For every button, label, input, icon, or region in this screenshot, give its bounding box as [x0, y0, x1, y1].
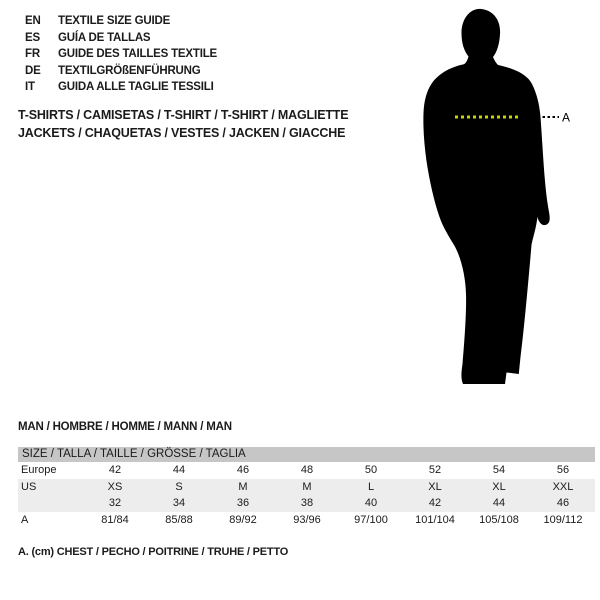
language-label: TEXTILGRÖßENFÜHRUNG: [58, 64, 201, 77]
table-cell: 44: [172, 464, 186, 476]
table-cell: 105/108: [479, 513, 519, 526]
table-cell: XS: [107, 480, 123, 493]
language-label: GUÍA DE TALLAS: [58, 31, 151, 44]
table-cell: 52: [428, 464, 442, 476]
table-cell: 40: [364, 497, 378, 509]
language-list: [25, 13, 217, 96]
language-code: DE: [25, 64, 41, 77]
table-row-europe: [18, 462, 595, 479]
language-row: [25, 63, 217, 80]
table-row-numeric: [18, 495, 595, 512]
table-cell: XL: [428, 480, 442, 493]
table-row-chest-cm: [18, 512, 595, 529]
size-table: [18, 447, 595, 528]
table-cell: 89/92: [229, 513, 257, 526]
table-cell: 48: [300, 464, 314, 476]
table-cell: 32: [108, 497, 122, 509]
table-cell: 93/96: [293, 513, 321, 526]
language-code: ES: [25, 31, 40, 44]
table-cell: 109/112: [543, 513, 583, 526]
table-cell: 38: [300, 497, 314, 509]
table-cell: 56: [556, 464, 570, 476]
language-code: EN: [25, 15, 41, 27]
product-line-jackets: JACKETS / CHAQUETAS / VESTES / JACKEN / GIACCHE: [18, 125, 346, 140]
table-cell: 36: [236, 497, 250, 509]
table-cell: 34: [172, 497, 186, 509]
language-row: [25, 79, 217, 96]
language-row: [25, 46, 217, 63]
table-cell: 50: [364, 464, 378, 476]
language-label: GUIDA ALLE TAGLIE TESSILI: [58, 81, 214, 93]
language-code: IT: [25, 81, 35, 93]
table-cell: 44: [492, 497, 506, 509]
table-cell: 101/104: [415, 513, 455, 526]
row-label: A: [21, 513, 29, 526]
language-row: [25, 13, 217, 30]
table-cell: XL: [492, 480, 506, 493]
table-cell: 46: [236, 464, 250, 476]
table-cell: 42: [428, 497, 442, 509]
row-label: US: [21, 480, 37, 493]
measure-label-a: A: [562, 110, 571, 125]
row-label: Europe: [21, 464, 57, 476]
table-cell: L: [367, 480, 375, 493]
table-row-us: [18, 479, 595, 496]
table-cell: M: [238, 480, 248, 493]
product-line-tshirts: T-SHIRTS / CAMISETAS / T-SHIRT / T-SHIRT / MAGLIETTE: [18, 108, 349, 122]
table-cell: 54: [492, 464, 506, 476]
table-cell: S: [175, 480, 183, 493]
language-code: FR: [25, 48, 40, 60]
language-row: [25, 30, 217, 47]
table-cell: 46: [556, 497, 570, 509]
table-cell: 97/100: [354, 513, 388, 526]
table-cell: XXL: [552, 480, 574, 493]
man-silhouette: [423, 9, 549, 384]
measurement-footnote: A. (cm) CHEST / PECHO / POITRINE / TRUHE / PETTO: [18, 546, 289, 558]
table-cell: 42: [108, 464, 122, 476]
size-table-header: SIZE / TALLA / TAILLE / GRÖSSE / TAGLIA: [18, 447, 595, 462]
language-label: TEXTILE SIZE GUIDE: [58, 15, 171, 27]
section-title: MAN / HOMBRE / HOMME / MANN / MAN: [18, 421, 232, 433]
table-cell: 85/88: [165, 513, 193, 526]
product-categories: [18, 107, 348, 142]
table-cell: 81/84: [101, 513, 129, 526]
man-silhouette-figure: [410, 5, 575, 390]
table-cell: M: [302, 480, 312, 493]
language-label: GUIDE DES TAILLES TEXTILE: [58, 48, 217, 60]
